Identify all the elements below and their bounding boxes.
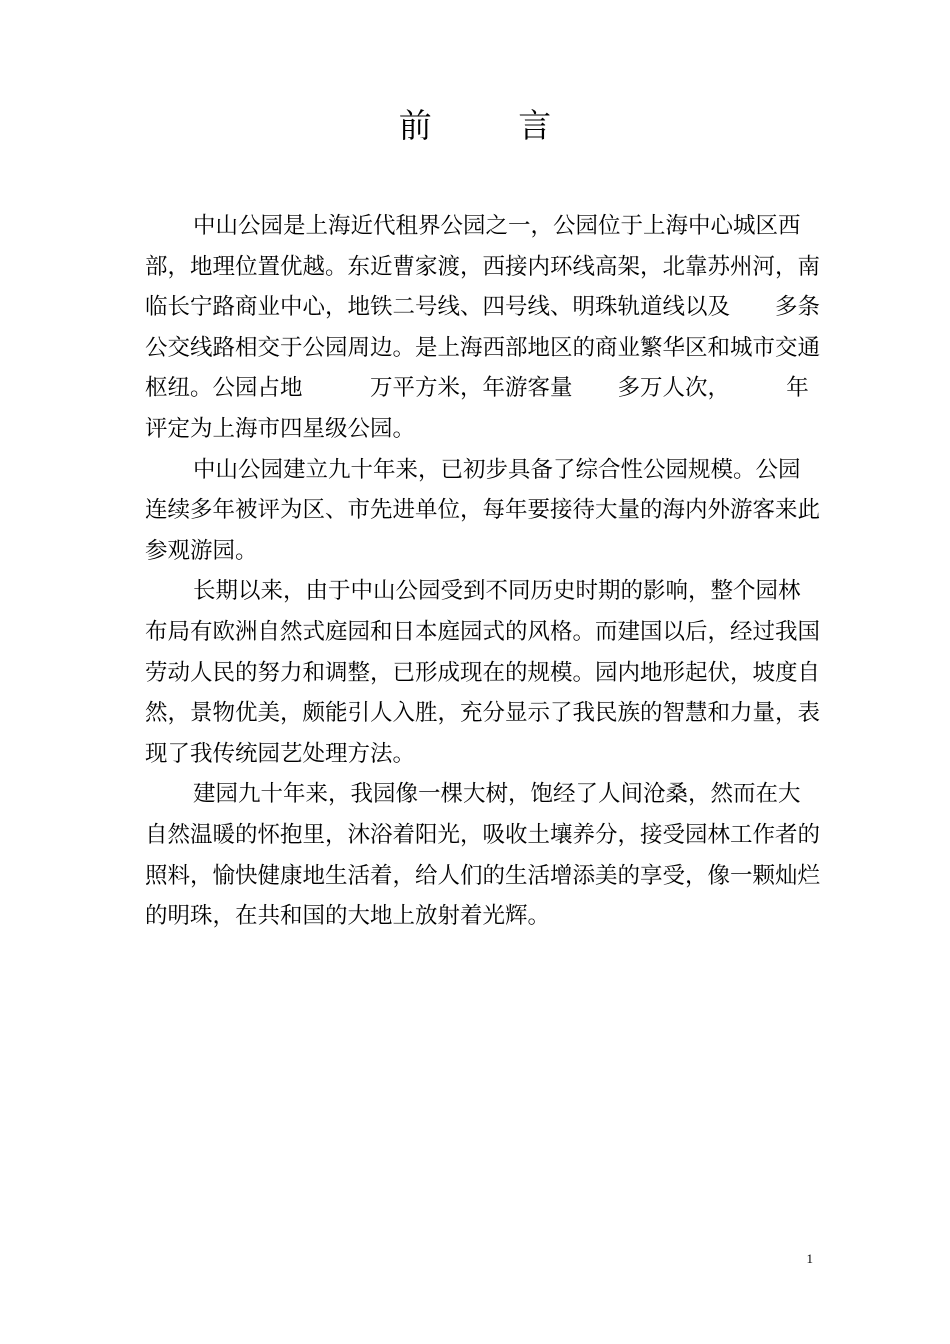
paragraph-1-line-5: 枢纽。公园占地 万平方米，年游客量 多万人次， 年 <box>145 375 809 402</box>
paragraph-3-line-5: 现了我传统园艺处理方法。 <box>145 740 416 767</box>
paragraph-4-line-1: 建园九十年来，我园像一棵大树，饱经了人间沧桑，然而在大 <box>193 781 801 808</box>
body-text <box>145 206 821 937</box>
paragraph-2-line-1: 中山公园建立九十年来，已初步具备了综合性公园规模。公园 <box>193 456 801 483</box>
paragraph-4-line-4: 的明珠，在共和国的大地上放射着光辉。 <box>145 903 551 930</box>
page-number: 1 <box>806 1251 813 1266</box>
paragraph-1-line-6: 评定为上海市四星级公园。 <box>145 415 416 442</box>
paragraph-4-line-2: 自然温暖的怀抱里，沐浴着阳光，吸收土壤养分，接受园林工作者的 <box>145 821 821 848</box>
paragraph-3-line-1: 长期以来，由于中山公园受到不同历史时期的影响，整个园林 <box>193 578 801 605</box>
paragraph-4-line-3: 照料，愉快健康地生活着，给人们的生活增添美的享受，像一颗灿烂 <box>145 862 821 889</box>
page-title: 前 言 <box>398 106 590 145</box>
paragraph-2-line-2: 连续多年被评为区、市先进单位，每年要接待大量的海内外游客来此 <box>145 497 821 524</box>
paragraph-1-line-3: 临长宁路商业中心，地铁二号线、四号线、明珠轨道线以及 多条 <box>145 294 821 321</box>
paragraph-1-line-4: 公交线路相交于公园周边。是上海西部地区的商业繁华区和城市交通 <box>145 334 821 361</box>
paragraph-1-line-1: 中山公园是上海近代租界公园之一，公园位于上海中心城区西 <box>193 213 801 239</box>
paragraph-1-line-2: 部，地理位置优越。东近曹家渡，西接内环线高架，北靠苏州河，南 <box>145 253 821 280</box>
paragraph-3-line-3: 劳动人民的努力和调整，已形成现在的规模。园内地形起伏，坡度自 <box>145 659 821 686</box>
paragraph-3-line-2: 布局有欧洲自然式庭园和日本庭园式的风格。而建国以后，经过我国 <box>145 618 821 645</box>
paragraph-3-line-4: 然，景物优美，颇能引人入胜，充分显示了我民族的智慧和力量，表 <box>145 700 821 727</box>
paragraph-2-line-3: 参观游园。 <box>145 537 258 564</box>
